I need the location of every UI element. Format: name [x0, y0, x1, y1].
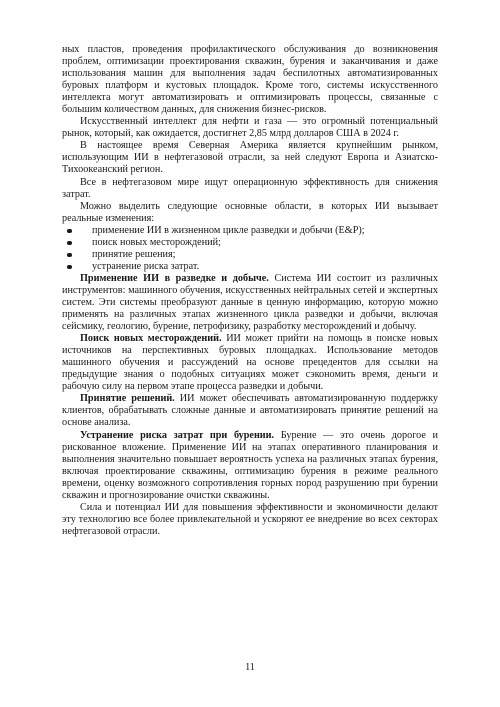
list-item-text: принятие решения;: [92, 248, 176, 260]
section-heading: Применение ИИ в разведке и добыче.: [80, 272, 269, 284]
section-drilling-risk: [62, 430, 438, 502]
section-text: ИИ может обеспечивать автоматизированную поддержку клиентов, обрабатывать сложные данные и автоматизировать принятие решений на основе анализа.: [62, 393, 438, 429]
bullet-icon: [67, 253, 72, 258]
list-item: [62, 261, 438, 273]
paragraph-market-size: Искусственный интеллект для нефти и газа — это огромный потенциальный рынок, который, как ожидается, достигнет 2,85 млрд долларов США в 2024 г.: [62, 116, 438, 140]
bullet-icon: [67, 265, 72, 270]
bullet-icon: [67, 229, 72, 234]
section-heading: Принятие решений.: [80, 393, 175, 405]
bullet-icon: [67, 241, 72, 246]
list-item-text: поиск новых месторождений;: [92, 236, 221, 248]
section-heading: Устранение риска затрат при бурении.: [80, 429, 275, 441]
paragraph-continuation: ных пластов, проведения профилактического обслуживания до возникновения проблем, оптимизации проектирования скважин, бурения и заканчивания и даже использования машин для выполнения задач беспилотных автоматизированных буровых платформ и кустовых площадок. Кроме того, системы искусственного интеллекта могут автоматизировать и оптимизировать процессы, связанные с большим количеством данных, для снижения бизнес-рисков.: [62, 44, 438, 116]
list-item-text: применение ИИ в жизненном цикле разведки и добычи (E&P);: [92, 224, 365, 236]
section-text: Система ИИ состоит из различных инструментов: машинного обучения, искусственных нейтральных сетей и экспертных систем. Эти системы преобразуют данные в ценную информацию, которую можно применять на различных этапах жизненного цикла разведки и добычи, включая сейсмику, геологию, бурение, петрофизику, разработку месторождений и добычу.: [62, 272, 439, 333]
section-exploration: [62, 273, 438, 333]
section-text: ИИ может прийти на помощь в поиске новых источников на перспективных буровых площадках. Использование методов машинного обучения и рассуждений на основе прецедентов для ссылки на предыдущие знания о подобных ситуациях может сэкономить время, деньги и рабочую силу на первом этапе процесса разведки и добычи.: [62, 333, 438, 393]
list-item-text: устранение риска затрат.: [92, 260, 200, 272]
section-new-fields: [62, 333, 438, 393]
paragraph-areas-intro: Можно выделить следующие основные области, в которых ИИ вызывает реальные изменения:: [62, 200, 438, 224]
paragraph-conclusion: Сила и потенциал ИИ для повышения эффективности и экономичности делают эту технологию все более привлекательной и ускоряют ее внедрение во всех секторах нефтегазовой отрасли.: [62, 501, 438, 537]
list-item: [62, 225, 438, 237]
section-heading: Поиск новых месторождений.: [80, 333, 222, 345]
areas-list: [62, 225, 438, 273]
list-item: [62, 237, 438, 249]
list-item: [62, 249, 438, 261]
paragraph-efficiency: Все в нефтегазовом мире ищут операционную эффективность для снижения затрат.: [62, 176, 438, 200]
section-text: Бурение — это очень дорогое и рискованное вложение. Применение ИИ на этапах оперативного планирования и выполнения значительно повышает вероятность успеха на различных этапах бурения, включая проектирование скважины, оптимизацию бурения в режиме реального времени, оценку возможного сопротивления горных пород разрушению при бурении скважин и прогнозирование очистки скважины.: [62, 429, 439, 501]
paragraph-regions: В настоящее время Северная Америка является крупнейшим рынком, использующим ИИ в нефтегазовой отрасли, за ней следуют Европа и Азиатско-Тихоокеанский регион.: [62, 140, 438, 176]
section-decisions: [62, 393, 438, 429]
page-number: 11: [245, 662, 255, 673]
page-body: [62, 44, 438, 538]
